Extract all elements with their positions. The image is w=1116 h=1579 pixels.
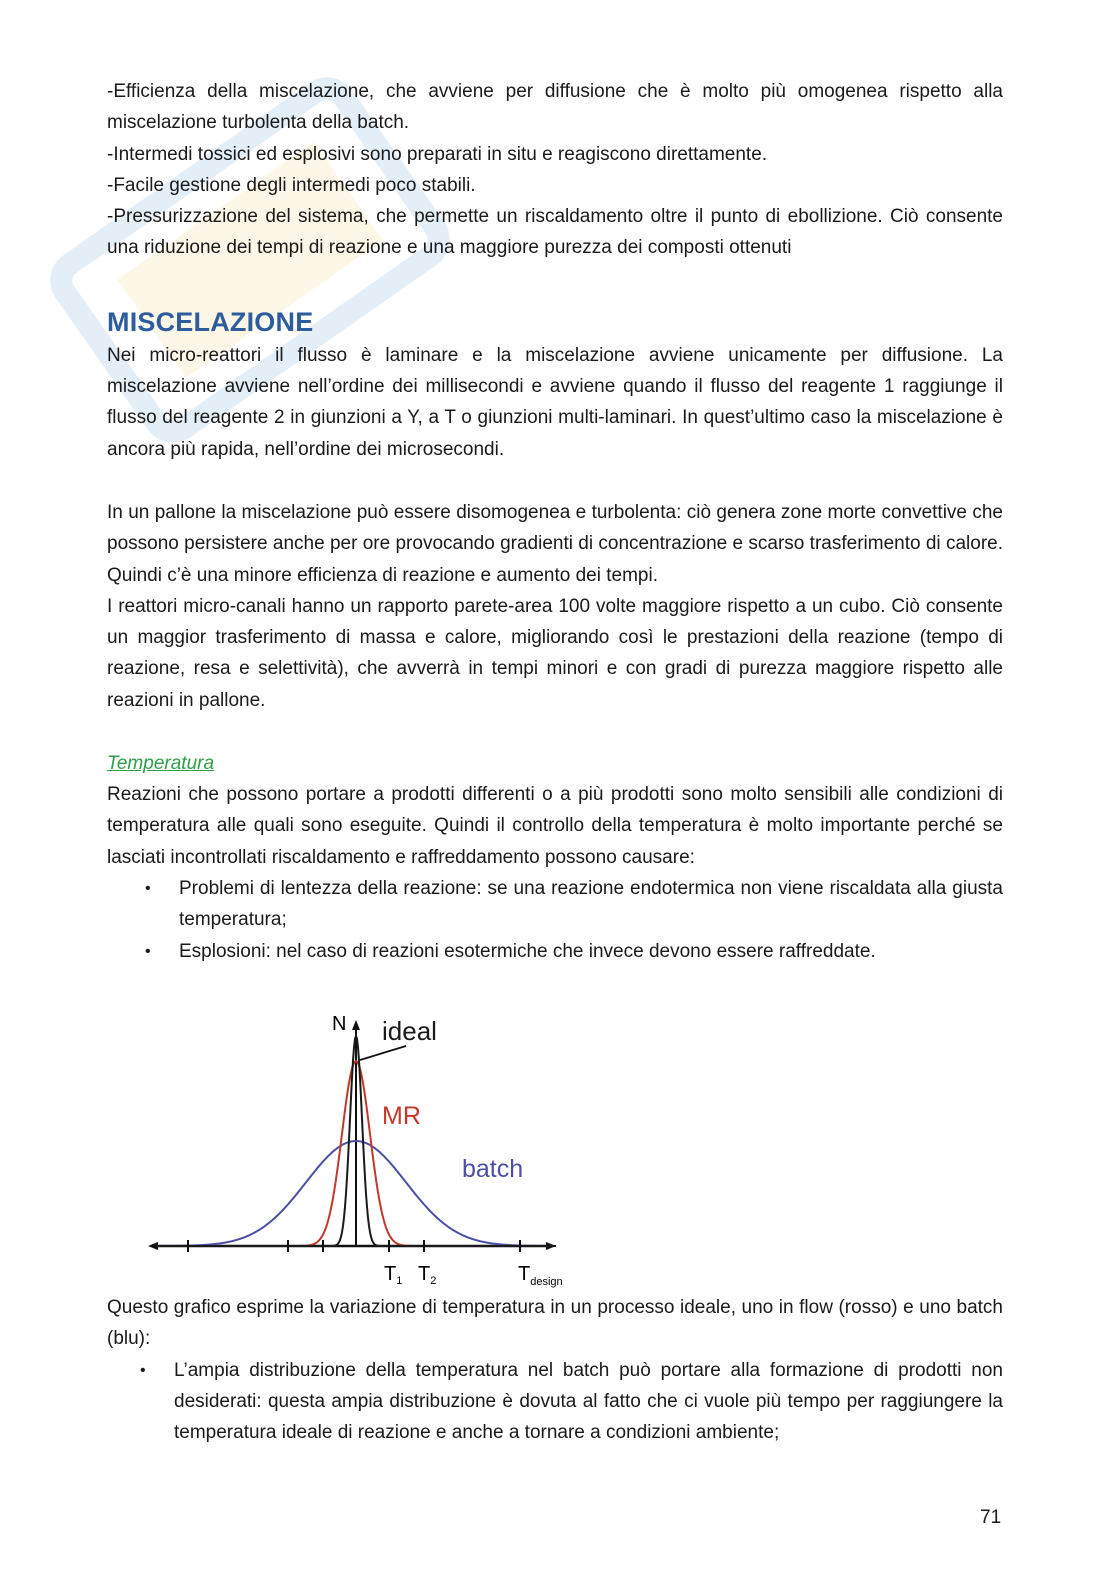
section-title: MISCELAZIONE [107,306,314,337]
page-number: 71 [980,1507,1002,1528]
bullet-icon: • [145,879,151,897]
ideal-pointer [360,1046,406,1060]
list-item-text: Esplosioni: nel caso di reazioni esotermiche che invece devono essere raffreddate. [179,940,876,962]
paragraph-mixing-1: Nei micro-reattori il flusso è laminare e la miscelazione avviene unicamente per diffusione. La miscelazione avviene nell’ordine dei millisecondi e avviene quando il flusso del reagente 1 raggiunge il flusso del reagente 2 in giunzioni a Y, a T o giunzioni multi-laminari. In quest’ultimo caso la miscelazione è ancora più rapida, nell’ordine dei microsecondi. [107,344,1003,460]
paragraph-temperature: Reazioni che possono portare a prodotti differenti o a più prodotti sono molto sensibili alle condizioni di temperatura alle quali sono eseguite. Quindi il controllo della temperatura è molto importante perché se lasciati incontrollati riscaldamento e raffreddamento possono causare: [107,784,1003,868]
intro-line: -Efficienza della miscelazione, che avviene per diffusione che è molto più omogenea rispetto alla miscelazione turbolenta della batch. [107,81,1003,134]
intro-list [107,76,1003,264]
tick-label-T1 [384,1263,402,1287]
tick-label-Tdesign [518,1263,563,1288]
list-item-text: L’ampia distribuzione della temperatura nel batch può portare alla formazione di prodotti non desiderati: questa ampia distribuzione è dovuta al fatto che ci vuole più tempo per raggiungere la temperatura ideale di reazione e anche a tornare a condizioni ambiente; [174,1359,1003,1444]
paragraph-mixing-3: I reattori micro-canali hanno un rapporto parete-area 100 volte maggiore rispetto a un cubo. Ciò consente un maggior trasferimento di massa e calore, migliorando così le prestazioni della reazione (tempo di reazione, resa e selettività), che avverrà in tempi minori e con gradi di purezza maggiore rispetto alle reazioni in pallone. [107,595,1003,711]
paragraph-chart-caption: Questo grafico esprime la variazione di temperatura in un processo ideale, uno in flow (rosso) e uno batch (blu): [107,1297,1003,1350]
tick-label-Tdesign-main: T [518,1263,531,1285]
list-item [107,1355,1003,1449]
tick-label-Tdesign-sub: design [530,1276,563,1288]
bullet-icon: • [145,942,151,960]
label-batch: batch [462,1155,524,1183]
label-MR: MR [382,1102,421,1130]
y-axis-label: N [332,1013,347,1035]
label-ideal: ideal [382,1016,437,1046]
tick-label-T2-sub: 2 [430,1275,437,1287]
temperature-risks-list [107,873,1003,967]
tick-label-T1-main: T [384,1263,397,1285]
page-content [107,76,1003,967]
list-item [107,873,1003,936]
bullet-icon: • [140,1361,146,1379]
list-item [107,936,1003,967]
tick-label-T2-main: T [418,1263,431,1285]
y-axis-arrow-icon [352,1020,360,1030]
batch-list [107,1355,1003,1449]
temperature-distribution-chart [148,1002,578,1292]
intro-line: -Pressurizzazione del sistema, che permette un riscaldamento oltre il punto di ebollizione. Ciò consente una riduzione dei tempi di reazione e una maggiore purezza dei composti ottenuti [107,206,1003,259]
chart-svg [148,1002,578,1292]
page-content-lower [107,1292,1003,1448]
list-item-text: Problemi di lentezza della reazione: se una reazione endotermica non viene riscaldata alla giusta temperatura; [179,877,1003,931]
tick-label-T1-sub: 1 [396,1275,403,1287]
tick-label-T2 [418,1263,436,1287]
paragraph-mixing-2: In un pallone la miscelazione può essere disomogenea e turbolenta: ciò genera zone morte convettive che possono persistere anche per ore provocando gradienti di concentrazione e scarso trasferimento di calore. Quindi c’è una minore efficienza di reazione e aumento dei tempi. [107,501,1003,586]
intro-line: -Facile gestione degli intermedi poco stabili. [107,174,476,196]
intro-line: -Intermedi tossici ed esplosivi sono preparati in situ e reagiscono direttamente. [107,143,768,165]
subheading-temperature: Temperatura [107,753,215,775]
